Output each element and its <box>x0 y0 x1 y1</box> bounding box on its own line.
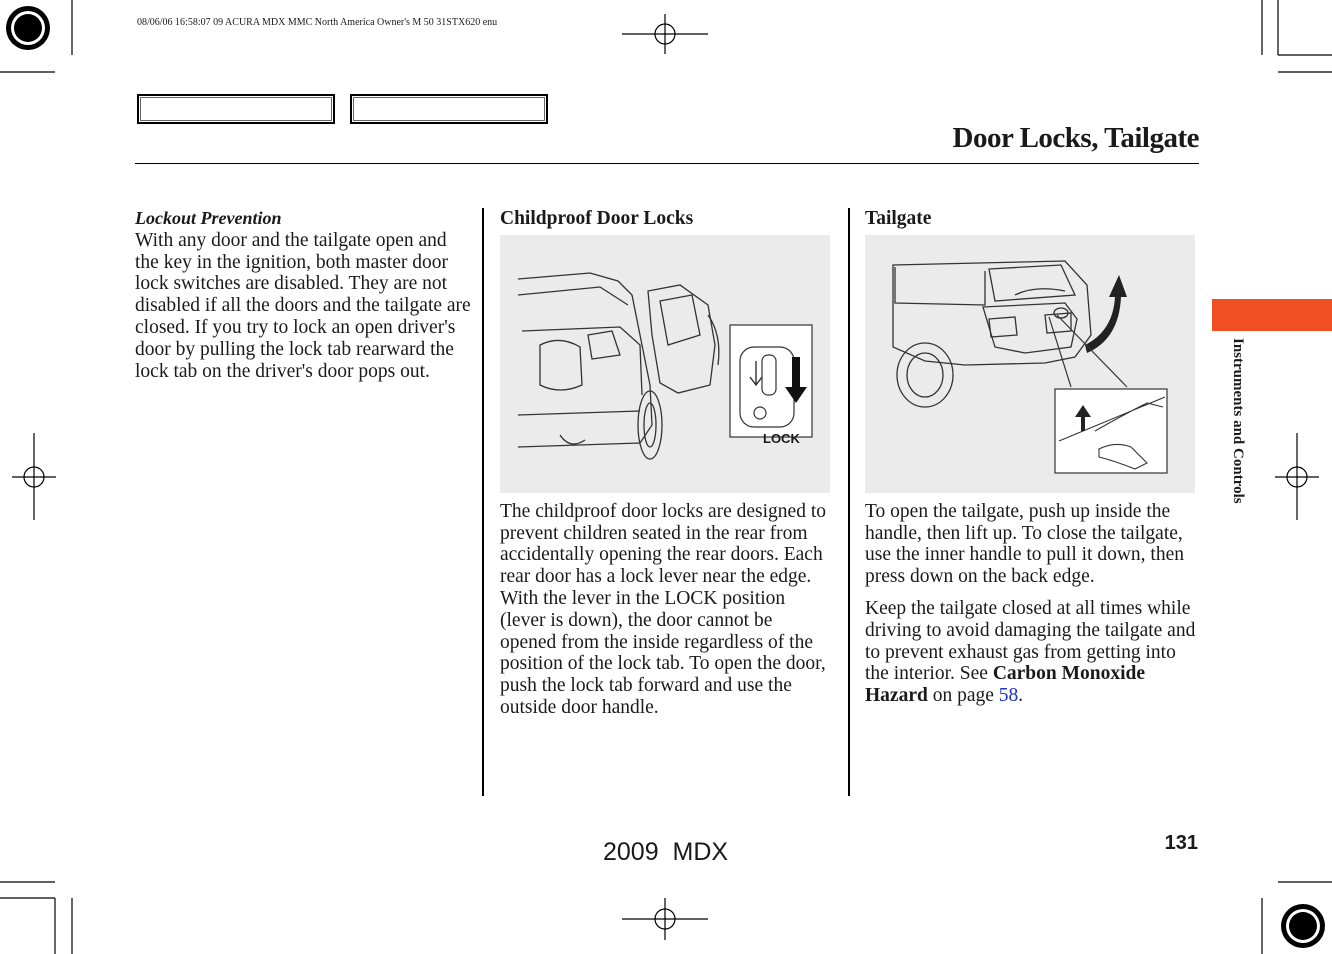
tailgate-heading: Tailgate <box>865 208 932 229</box>
section-tab-label: Instruments and Controls <box>1230 338 1246 504</box>
tailgate-body-1: To open the tailgate, push up inside the handle, then lift up. To close the tailgate, use the inner handle to pull it down, then press down on the back edge. <box>865 500 1184 588</box>
section-tab[interactable] <box>1212 299 1332 331</box>
model-label: 2009 MDX <box>603 838 729 866</box>
nav-button-2[interactable] <box>350 94 548 124</box>
childproof-figure <box>500 235 830 493</box>
lockout-subheading: Lockout Prevention <box>135 208 282 228</box>
page-title: Door Locks, Tailgate <box>952 122 1199 154</box>
rear-door-illustration <box>500 235 830 493</box>
lockout-body: With any door and the tailgate open and the key in the ignition, both master door lock switches are disabled. They are not disabled if all the doors and the tailgate are closed. If you try to lock an open driver's door by pulling the lock tab rearward the lock tab on the driver's door pops out. <box>135 229 471 382</box>
column-divider-1 <box>482 208 484 796</box>
tailgate-figure <box>865 235 1195 493</box>
childproof-heading: Childproof Door Locks <box>500 208 694 229</box>
on-page-text: on page <box>927 685 999 707</box>
tailgate-body-2-text: Keep the tailgate closed at all times while driving to avoid damaging the tailgate and to prevent exhaust gas from getting into the interior. See <box>865 597 1196 685</box>
nav-button-1[interactable] <box>137 94 335 124</box>
lock-label: LOCK <box>763 430 800 446</box>
childproof-body: The childproof door locks are designed to prevent children seated in the rear from accidentally opening the rear doors. Each rear door has a lock lever near the edge. With the lever in the LOCK position (lever is down), the door cannot be opened from the inside regardless of the position of the lock tab. To open the door, push the lock tab forward and use the outside door handle. <box>500 500 826 718</box>
page-58-link[interactable]: 58 <box>998 685 1019 707</box>
print-info: 08/06/06 16:58:07 09 ACURA MDX MMC North America Owner's M 50 31STX620 enu <box>137 17 498 28</box>
right-column <box>865 208 1199 707</box>
page-number: 131 <box>1164 832 1198 854</box>
middle-column <box>500 208 830 719</box>
carbon-monoxide-ref: Carbon Monoxide Hazard <box>865 663 1146 707</box>
column-divider-2 <box>848 208 850 796</box>
period: . <box>1018 685 1024 707</box>
left-column <box>135 208 475 382</box>
header-divider <box>135 163 1199 164</box>
tailgate-body-2 <box>865 598 1199 707</box>
tailgate-illustration <box>865 235 1195 493</box>
